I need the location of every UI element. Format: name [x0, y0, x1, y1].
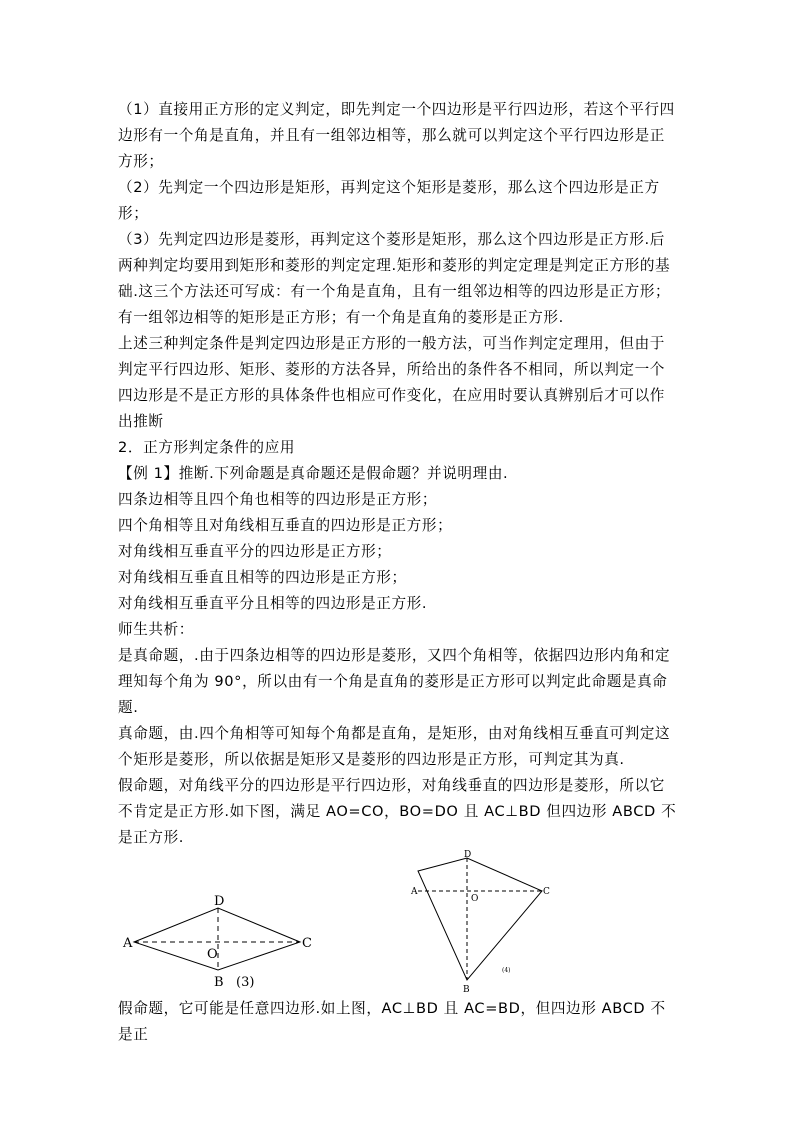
- label-B: B: [214, 975, 224, 990]
- proposition-5: 对角线相互垂直平分且相等的四边形是正方形.: [118, 595, 428, 612]
- analysis-heading: 师生共析：: [118, 621, 194, 638]
- paragraph-method-3: （3）先判定四边形是菱形，再判定这个菱形是矩形，那么这个四边形是正方形.后两种判定均要用到矩形和菱形的判定定理.矩形和菱形的判定定理是判定正方形的基础.这三个方法还可写成：有一个角是直角，且有一组邻边相等的四边形是正方形；有一组邻边相等的矩形是正方形；有一个角是直角的菱形是正方形.: [118, 231, 671, 326]
- figure-caption: (4): [502, 967, 511, 974]
- paragraph-method-2: （2）先判定一个四边形是矩形，再判定这个矩形是菱形，那么这个四边形是正方形；: [118, 179, 660, 222]
- figure-kite: [405, 848, 555, 996]
- label-O: O: [471, 894, 479, 904]
- proposition-1: 四条边相等且四个角也相等的四边形是正方形；: [118, 491, 438, 508]
- label-C: C: [543, 887, 550, 897]
- section-heading: 2．正方形判定条件的应用: [118, 439, 296, 456]
- proposition-4: 对角线相互垂直且相等的四边形是正方形；: [118, 569, 407, 586]
- label-B: B: [463, 985, 470, 995]
- label-D: D: [214, 894, 225, 909]
- proposition-3: 对角线相互垂直平分的四边形是正方形；: [118, 543, 392, 560]
- label-D: D: [464, 850, 472, 860]
- label-A: A: [123, 936, 133, 951]
- paragraph-last: 假命题，它可能是任意四边形.如上图，AC⊥BD 且 AC=BD，但四边形 ABCD 不是正: [118, 1000, 666, 1043]
- analysis-1: 是真命题，.由于四条边相等的四边形是菱形，又四个角相等，依据四边形内角和定理知每个角为 90°，所以由有一个角是直角的菱形是正方形可以判定此命题是真命题.: [118, 647, 671, 716]
- figure-caption: (3): [236, 975, 255, 990]
- example-title: 【例 1】推断.下列命题是真命题还是假命题？并说明理由.: [118, 465, 509, 482]
- label-C: C: [302, 936, 312, 951]
- document-body: [118, 97, 680, 851]
- analysis-3: 假命题，对角线平分的四边形是平行四边形，对角线垂直的四边形是菱形，所以它不肯定是正方形.如下图，满足 AO=CO，BO=DO 且 AC⊥BD 但四边形 ABCD 不是正方形.: [118, 777, 677, 846]
- label-A: A: [411, 887, 418, 897]
- label-O: O: [207, 947, 218, 962]
- analysis-2: 真命题，由.四个角相等可知每个角都是直角，是矩形，由对角线相互垂直可判定这个矩形是菱形，所以依据是矩形又是菱形的四边形是正方形，可判定其为真.: [118, 725, 671, 768]
- figure-rhombus: [118, 890, 318, 990]
- paragraph-method-1: （1）直接用正方形的定义判定，即先判定一个四边形是平行四边形，若这个平行四边形有一个角是直角，并且有一组邻边相等，那么就可以判定这个平行四边形是正方形；: [118, 101, 675, 170]
- paragraph-summary: 上述三种判定条件是判定四边形是正方形的一般方法，可当作判定定理用，但由于判定平行四边形、矩形、菱形的方法各异，所给出的条件各不相同，所以判定一个四边形是不是正方形的具体条件也相应可作变化，在应用时要认真辨别后才可以作出推断: [118, 335, 665, 430]
- proposition-2: 四个角相等且对角线相互垂直的四边形是正方形；: [118, 517, 453, 534]
